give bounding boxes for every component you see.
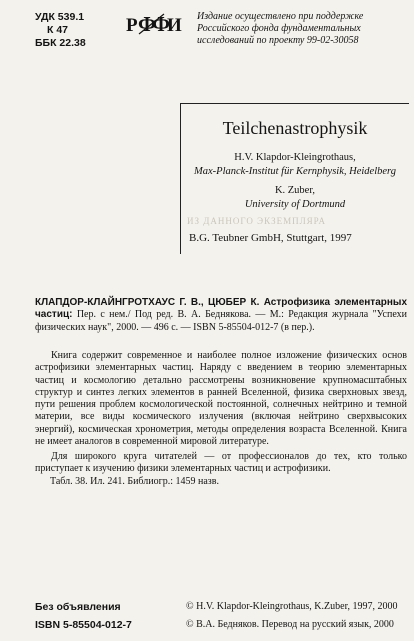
author-mark: К 47 [47,24,69,36]
no-ads-label: Без объявления [35,601,121,613]
svg-text:Р: Р [126,15,138,36]
original-author-1: H.V. Klapdor-Kleingrothaus, [234,152,356,163]
bibliographic-heading: КЛАПДОР-КЛАЙНГРОТХАУС Г. В., ЦЮБЕР К. Астрофизика элементарных частиц: [35,297,407,321]
svg-text:И: И [167,15,182,36]
original-affiliation-2: University of Dortmund [244,199,346,210]
bibliographic-details: Пер. с нем./ Под ред. В. А. Беднякова. — М.: Редакция журнала "Успехи физических наук", 2000. — 496 с. — ISBN 5-85504-012-7 (в пер.). [35,309,407,333]
audience-paragraph: Для широкого круга читателей — от профессионалов до тех, кто только приступает к изучению физики элементарных частиц и астрофизики. [35,451,407,475]
original-edition-box [180,103,409,254]
support-note: Издание осуществлено при поддержке Российского фонда фундаментальных исследований по проекту 99-02-30058 [197,11,364,46]
original-affiliation-1: Max-Planck-Institut für Kernphysik, Heidelberg [194,166,396,177]
rffi-logo [126,12,186,38]
classification-codes [35,11,86,50]
svg-text:Ф: Ф [138,12,157,36]
copyright-block [186,598,398,634]
isbn-label: ISBN 5-85504-012-7 [35,619,132,631]
copyright-translation: © В.А. Бедняков. Перевод на русский язык, 2000 [186,619,394,630]
original-author-2: K. Zuber, [274,185,316,196]
abstract-paragraph: Книга содержит современное и наиболее полное изложение физических основ астрофизики элементарных частиц. Наряду с введением в теорию элементарных частиц и космологию детально рассмотрены возникновение крупномасштабных структур и синтез легких элементов в ранней Вселенной, физика сверхновых звезд, пути решения проблем космологической постоянной, солнечных нейтрино и темной материи, все виды космического излучения (включая нейтрино сверхвысоких энергий), космическая хронометрия, методы определения возраста Вселенной. Книга не имеет аналогов в современной мировой литературе. [35,350,407,448]
footer-left [35,598,132,634]
udk-code: УДК 539.1 [35,11,85,23]
bbk-code: ББК 22.38 [35,37,86,49]
copyright-original: © H.V. Klapdor-Kleingrothaus, K.Zuber, 1997, 2000 [186,601,398,612]
bibliographic-record [35,297,407,334]
bleed-through-text: ИЗ ДАННОГО ЭКЗЕМПЛЯРА [187,216,327,226]
original-publisher: B.G. Teubner GmbH, Stuttgart, 1997 [189,232,352,244]
book-statistics: Табл. 38. Ил. 241. Библиогр.: 1459 назв. [50,476,219,487]
svg-text:Ф: Ф [152,12,171,36]
rffi-logo-graphic [126,12,186,38]
original-title: Teilchenastrophysik [222,118,368,138]
